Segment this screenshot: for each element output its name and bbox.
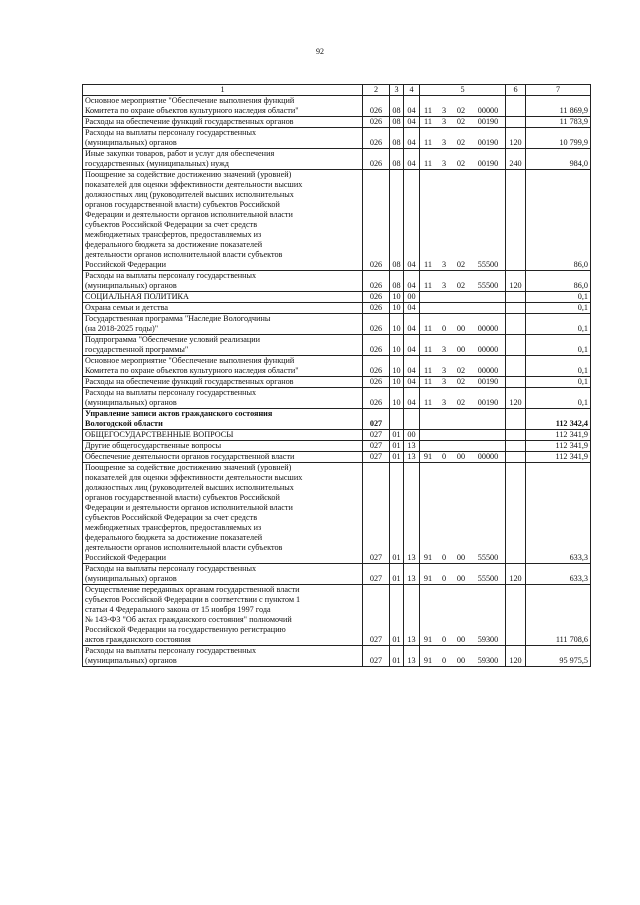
code-target-part: 11 xyxy=(424,345,432,354)
code-target-part: 0 xyxy=(441,452,447,461)
code-section-cell: 01 xyxy=(390,463,404,564)
code-expense-type-cell xyxy=(506,356,526,377)
code-target-cell xyxy=(420,356,506,377)
amount-cell: 11 869,9 xyxy=(526,96,591,117)
code-expense-type-cell xyxy=(506,303,526,314)
table-row xyxy=(83,646,591,667)
code-expense-type-cell: 240 xyxy=(506,149,526,170)
code-target-part: 00 xyxy=(456,324,466,333)
row-name-line: (муниципальных) органов xyxy=(85,656,177,665)
code-target-part: 3 xyxy=(441,345,447,354)
row-name-line: государственной программы" xyxy=(85,345,189,354)
row-name-line: субъектов Российской Федерации в соответствии с пунктом 1 xyxy=(85,595,301,604)
row-name-line: межбюджетных трансфертов, предоставляемых из xyxy=(85,230,262,239)
row-name-line: Расходы на выплаты персоналу государственных xyxy=(85,271,257,280)
amount-cell: 984,0 xyxy=(526,149,591,170)
row-name-line: (муниципальных) органов xyxy=(85,574,177,583)
code-expense-type-cell: 120 xyxy=(506,388,526,409)
amount-cell: 0,1 xyxy=(526,314,591,335)
code-subsection-cell: 04 xyxy=(404,356,420,377)
code-subsection-cell: 13 xyxy=(404,441,420,452)
table-row xyxy=(83,96,591,117)
code-target-part: 11 xyxy=(424,377,432,386)
code-target-part: 0 xyxy=(441,635,447,644)
row-name-line: Основное мероприятие "Обеспечение выполнения функций xyxy=(85,96,295,105)
header-cell: 1 xyxy=(83,85,363,96)
table-row xyxy=(83,585,591,646)
code-target-cell xyxy=(420,292,506,303)
code-subsection-cell xyxy=(404,409,420,430)
row-name-line: ОБЩЕГОСУДАРСТВЕННЫЕ ВОПРОСЫ xyxy=(85,430,234,439)
code-target-part: 55500 xyxy=(477,260,499,269)
code-subsection-cell: 04 xyxy=(404,314,420,335)
amount-cell: 111 708,6 xyxy=(526,585,591,646)
code-expense-type-cell xyxy=(506,117,526,128)
row-name-cell xyxy=(83,463,363,564)
row-name-cell xyxy=(83,128,363,149)
row-name-line: Другие общегосударственные вопросы xyxy=(85,441,222,450)
row-name-cell xyxy=(83,271,363,292)
row-name-line: субъектов Российской Федерации за счет средств xyxy=(85,220,258,229)
code-target-cell xyxy=(420,430,506,441)
amount-cell: 633,3 xyxy=(526,564,591,585)
code-section-cell: 10 xyxy=(390,377,404,388)
code-target-part: 02 xyxy=(456,106,466,115)
amount-cell: 0,1 xyxy=(526,377,591,388)
code-target-part: 3 xyxy=(441,366,447,375)
code-target-part: 00 xyxy=(456,635,466,644)
amount-cell: 11 783,9 xyxy=(526,117,591,128)
table-row xyxy=(83,564,591,585)
code-admin-cell: 026 xyxy=(363,356,390,377)
page-number: 92 xyxy=(316,47,324,56)
table-row xyxy=(83,409,591,430)
row-name-line: государственных (муниципальных) нужд xyxy=(85,159,229,168)
table-row xyxy=(83,303,591,314)
code-target-part: 3 xyxy=(441,106,447,115)
row-name-line: показателей для оценки эффективности деятельности высших xyxy=(85,180,303,189)
row-name-line: Расходы на выплаты персоналу государственных xyxy=(85,388,257,397)
code-target-part: 00000 xyxy=(477,452,499,461)
row-name-line: органов государственной власти) субъектов Российской xyxy=(85,493,280,502)
row-name-cell xyxy=(83,388,363,409)
code-admin-cell: 026 xyxy=(363,377,390,388)
code-admin-cell: 026 xyxy=(363,314,390,335)
row-name-line: Осуществление переданных органам государственной власти xyxy=(85,585,300,594)
code-admin-cell: 026 xyxy=(363,149,390,170)
code-target-part: 3 xyxy=(441,117,447,126)
row-name-line: Обеспечение деятельности органов государственной власти xyxy=(85,452,295,461)
code-target-part: 11 xyxy=(424,117,432,126)
code-admin-cell: 027 xyxy=(363,430,390,441)
row-name-line: деятельности органов исполнительной власти субъектов xyxy=(85,543,283,552)
code-target-part: 00190 xyxy=(477,159,499,168)
row-name-line: Федерации и деятельности органов исполнительной власти xyxy=(85,210,293,219)
code-subsection-cell: 13 xyxy=(404,452,420,463)
code-expense-type-cell: 120 xyxy=(506,564,526,585)
code-expense-type-cell xyxy=(506,452,526,463)
row-name-line: Управление записи актов гражданского состояния xyxy=(85,409,273,418)
row-name-line: (на 2018-2025 годы)" xyxy=(85,324,159,333)
row-name-line: показателей для оценки эффективности деятельности высших xyxy=(85,473,303,482)
code-target-part: 11 xyxy=(424,398,432,407)
code-target-part: 91 xyxy=(423,656,433,665)
code-target-cell xyxy=(420,335,506,356)
row-name-line: статьи 4 Федерального закона от 15 ноября 1997 года xyxy=(85,605,271,614)
code-subsection-cell: 00 xyxy=(404,430,420,441)
row-name-line: (муниципальных) органов xyxy=(85,398,177,407)
header-cell: 6 xyxy=(506,85,526,96)
code-target-part: 91 xyxy=(423,635,433,644)
amount-cell: 86,0 xyxy=(526,271,591,292)
code-expense-type-cell xyxy=(506,314,526,335)
code-subsection-cell: 13 xyxy=(404,463,420,564)
code-target-part: 91 xyxy=(423,574,433,583)
code-target-part: 11 xyxy=(424,366,432,375)
code-target-cell xyxy=(420,463,506,564)
row-name-line: Основное мероприятие "Обеспечение выполнения функций xyxy=(85,356,295,365)
row-name-line: актов гражданского состояния xyxy=(85,635,191,644)
code-target-part: 00190 xyxy=(477,377,499,386)
code-target-cell xyxy=(420,149,506,170)
amount-cell: 86,0 xyxy=(526,170,591,271)
code-target-cell xyxy=(420,271,506,292)
code-target-part: 02 xyxy=(456,138,466,147)
row-name-line: Комитета по охране объектов культурного наследия области" xyxy=(85,106,299,115)
code-section-cell: 08 xyxy=(390,117,404,128)
code-target-part: 00000 xyxy=(477,324,499,333)
code-subsection-cell: 04 xyxy=(404,117,420,128)
code-expense-type-cell xyxy=(506,441,526,452)
code-section-cell: 01 xyxy=(390,441,404,452)
code-subsection-cell: 13 xyxy=(404,564,420,585)
code-target-cell xyxy=(420,377,506,388)
code-admin-cell: 026 xyxy=(363,96,390,117)
code-subsection-cell: 13 xyxy=(404,585,420,646)
code-expense-type-cell xyxy=(506,409,526,430)
table-row xyxy=(83,388,591,409)
code-target-part: 00 xyxy=(456,345,466,354)
code-target-part: 02 xyxy=(456,377,466,386)
code-target-part: 0 xyxy=(441,574,447,583)
row-name-cell xyxy=(83,292,363,303)
code-section-cell: 08 xyxy=(390,149,404,170)
code-target-part: 00190 xyxy=(477,138,499,147)
row-name-line: субъектов Российской Федерации за счет средств xyxy=(85,513,258,522)
table-row xyxy=(83,149,591,170)
amount-cell: 112 342,4 xyxy=(526,409,591,430)
row-name-cell xyxy=(83,170,363,271)
amount-cell: 112 341,9 xyxy=(526,441,591,452)
code-target-cell xyxy=(420,441,506,452)
amount-cell: 112 341,9 xyxy=(526,430,591,441)
code-subsection-cell: 04 xyxy=(404,149,420,170)
code-target-part: 91 xyxy=(423,553,433,562)
code-target-cell xyxy=(420,314,506,335)
amount-cell: 0,1 xyxy=(526,292,591,303)
header-cell: 3 xyxy=(390,85,404,96)
code-section-cell: 08 xyxy=(390,128,404,149)
code-admin-cell: 027 xyxy=(363,463,390,564)
code-target-part: 11 xyxy=(424,106,432,115)
header-cell: 5 xyxy=(420,85,506,96)
code-target-part: 0 xyxy=(441,553,447,562)
code-target-cell xyxy=(420,388,506,409)
row-name-line: Федерации и деятельности органов исполнительной власти xyxy=(85,503,293,512)
code-section-cell: 08 xyxy=(390,170,404,271)
code-target-cell xyxy=(420,96,506,117)
code-subsection-cell: 04 xyxy=(404,170,420,271)
code-target-part: 55500 xyxy=(477,553,499,562)
code-target-part: 02 xyxy=(456,398,466,407)
row-name-cell xyxy=(83,441,363,452)
row-name-cell xyxy=(83,452,363,463)
code-section-cell xyxy=(390,409,404,430)
code-section-cell: 01 xyxy=(390,452,404,463)
code-section-cell: 10 xyxy=(390,335,404,356)
code-admin-cell: 027 xyxy=(363,585,390,646)
code-target-cell xyxy=(420,409,506,430)
table-row xyxy=(83,335,591,356)
row-name-cell xyxy=(83,335,363,356)
code-subsection-cell: 04 xyxy=(404,96,420,117)
code-subsection-cell: 00 xyxy=(404,292,420,303)
row-name-line: должностных лиц (руководителей высших исполнительных xyxy=(85,483,294,492)
row-name-line: Расходы на выплаты персоналу государственных xyxy=(85,128,257,137)
code-admin-cell: 026 xyxy=(363,303,390,314)
code-target-part: 02 xyxy=(456,366,466,375)
code-target-part: 11 xyxy=(424,159,432,168)
row-name-line: Расходы на выплаты персоналу государственных xyxy=(85,564,257,573)
code-subsection-cell: 04 xyxy=(404,303,420,314)
table-row xyxy=(83,271,591,292)
code-target-cell xyxy=(420,646,506,667)
table-row xyxy=(83,292,591,303)
row-name-line: Российской Федерации на государственную регистрацию xyxy=(85,625,286,634)
table-header-row xyxy=(83,85,591,96)
row-name-line: должностных лиц (руководителей высших исполнительных xyxy=(85,190,294,199)
code-admin-cell: 027 xyxy=(363,452,390,463)
header-cell: 4 xyxy=(404,85,420,96)
code-target-part: 00 xyxy=(456,553,466,562)
code-target-part: 3 xyxy=(441,159,447,168)
code-admin-cell: 027 xyxy=(363,441,390,452)
code-target-part: 00000 xyxy=(477,345,499,354)
code-target-part: 02 xyxy=(456,260,466,269)
code-target-cell xyxy=(420,117,506,128)
row-name-cell xyxy=(83,149,363,170)
row-name-cell xyxy=(83,117,363,128)
table-row xyxy=(83,377,591,388)
code-target-cell xyxy=(420,303,506,314)
code-target-part: 11 xyxy=(424,324,432,333)
code-target-cell xyxy=(420,452,506,463)
row-name-cell xyxy=(83,356,363,377)
code-target-cell xyxy=(420,128,506,149)
code-target-cell xyxy=(420,564,506,585)
code-admin-cell: 026 xyxy=(363,271,390,292)
row-name-line: (муниципальных) органов xyxy=(85,281,177,290)
row-name-line: СОЦИАЛЬНАЯ ПОЛИТИКА xyxy=(85,292,189,301)
row-name-line: Российской Федерации xyxy=(85,260,167,269)
code-admin-cell: 027 xyxy=(363,646,390,667)
row-name-cell xyxy=(83,430,363,441)
code-target-part: 3 xyxy=(441,377,447,386)
code-expense-type-cell xyxy=(506,377,526,388)
code-admin-cell: 026 xyxy=(363,292,390,303)
row-name-line: Государственная программа "Наследие Вологодчины xyxy=(85,314,271,323)
code-expense-type-cell xyxy=(506,170,526,271)
header-cell: 7 xyxy=(526,85,591,96)
row-name-line: Охрана семьи и детства xyxy=(85,303,169,312)
code-target-cell xyxy=(420,170,506,271)
code-section-cell: 01 xyxy=(390,646,404,667)
code-target-part: 59300 xyxy=(477,656,499,665)
table-row xyxy=(83,128,591,149)
row-name-cell xyxy=(83,314,363,335)
code-admin-cell: 026 xyxy=(363,128,390,149)
code-target-cell xyxy=(420,585,506,646)
code-section-cell: 01 xyxy=(390,430,404,441)
code-target-part: 55500 xyxy=(477,574,499,583)
code-target-part: 3 xyxy=(441,138,447,147)
row-name-line: Поощрение за содействие достижению значений (уровней) xyxy=(85,463,292,472)
row-name-line: Расходы на обеспечение функций государственных органов xyxy=(85,117,294,126)
code-subsection-cell: 04 xyxy=(404,128,420,149)
code-target-part: 00 xyxy=(456,574,466,583)
row-name-cell xyxy=(83,303,363,314)
table-row xyxy=(83,463,591,564)
row-name-line: (муниципальных) органов xyxy=(85,138,177,147)
code-target-part: 02 xyxy=(456,281,466,290)
budget-table xyxy=(82,84,591,667)
row-name-line: органов государственной власти) субъектов Российской xyxy=(85,200,280,209)
code-section-cell: 01 xyxy=(390,564,404,585)
code-target-part: 11 xyxy=(424,138,432,147)
code-expense-type-cell: 120 xyxy=(506,271,526,292)
amount-cell: 633,3 xyxy=(526,463,591,564)
row-name-cell xyxy=(83,646,363,667)
code-subsection-cell: 13 xyxy=(404,646,420,667)
row-name-line: Поощрение за содействие достижению значений (уровней) xyxy=(85,170,292,179)
code-section-cell: 10 xyxy=(390,303,404,314)
code-section-cell: 10 xyxy=(390,292,404,303)
code-target-part: 02 xyxy=(456,159,466,168)
code-target-part: 91 xyxy=(423,452,433,461)
code-target-part: 00190 xyxy=(477,398,499,407)
code-expense-type-cell: 120 xyxy=(506,646,526,667)
code-section-cell: 08 xyxy=(390,96,404,117)
code-target-part: 59300 xyxy=(477,635,499,644)
code-expense-type-cell xyxy=(506,585,526,646)
table-row xyxy=(83,314,591,335)
code-admin-cell: 026 xyxy=(363,117,390,128)
code-admin-cell: 026 xyxy=(363,335,390,356)
row-name-cell xyxy=(83,377,363,388)
header-cell: 2 xyxy=(363,85,390,96)
code-expense-type-cell xyxy=(506,96,526,117)
code-target-part: 0 xyxy=(441,324,447,333)
row-name-line: № 143-ФЗ "Об актах гражданского состояния" полномочий xyxy=(85,615,292,624)
code-target-part: 00190 xyxy=(477,117,499,126)
row-name-line: федерального бюджета за достижение показателей xyxy=(85,533,263,542)
row-name-line: Иные закупки товаров, работ и услуг для обеспечения xyxy=(85,149,275,158)
row-name-cell xyxy=(83,564,363,585)
table-row xyxy=(83,170,591,271)
code-subsection-cell: 04 xyxy=(404,271,420,292)
code-admin-cell: 027 xyxy=(363,564,390,585)
code-target-part: 3 xyxy=(441,260,447,269)
code-expense-type-cell xyxy=(506,292,526,303)
amount-cell: 0,1 xyxy=(526,335,591,356)
code-section-cell: 10 xyxy=(390,388,404,409)
code-target-part: 00 xyxy=(456,452,466,461)
amount-cell: 0,1 xyxy=(526,356,591,377)
code-expense-type-cell xyxy=(506,463,526,564)
code-expense-type-cell xyxy=(506,335,526,356)
amount-cell: 0,1 xyxy=(526,303,591,314)
code-subsection-cell: 04 xyxy=(404,388,420,409)
row-name-cell xyxy=(83,409,363,430)
row-name-line: Подпрограмма "Обеспечение условий реализации xyxy=(85,335,260,344)
code-expense-type-cell xyxy=(506,430,526,441)
code-target-part: 00 xyxy=(456,656,466,665)
code-target-part: 3 xyxy=(441,398,447,407)
row-name-line: Расходы на выплаты персоналу государственных xyxy=(85,646,257,655)
code-section-cell: 10 xyxy=(390,356,404,377)
row-name-cell xyxy=(83,96,363,117)
row-name-line: межбюджетных трансфертов, предоставляемых из xyxy=(85,523,262,532)
row-name-line: федерального бюджета за достижение показателей xyxy=(85,240,263,249)
amount-cell: 95 975,5 xyxy=(526,646,591,667)
code-target-part: 02 xyxy=(456,117,466,126)
table-row xyxy=(83,356,591,377)
row-name-line: Расходы на обеспечение функций государственных органов xyxy=(85,377,294,386)
code-subsection-cell: 04 xyxy=(404,335,420,356)
code-target-part: 11 xyxy=(424,281,432,290)
code-section-cell: 08 xyxy=(390,271,404,292)
code-target-part: 0 xyxy=(441,656,447,665)
code-target-part: 55500 xyxy=(477,281,499,290)
code-admin-cell: 027 xyxy=(363,409,390,430)
amount-cell: 0,1 xyxy=(526,388,591,409)
code-admin-cell: 026 xyxy=(363,170,390,271)
row-name-line: Вологодской области xyxy=(85,419,163,428)
amount-cell: 10 799,9 xyxy=(526,128,591,149)
code-target-part: 00000 xyxy=(477,106,499,115)
table-row xyxy=(83,117,591,128)
row-name-cell xyxy=(83,585,363,646)
table-row xyxy=(83,441,591,452)
table-row xyxy=(83,452,591,463)
code-section-cell: 10 xyxy=(390,314,404,335)
amount-cell: 112 341,9 xyxy=(526,452,591,463)
code-expense-type-cell: 120 xyxy=(506,128,526,149)
table-row xyxy=(83,430,591,441)
code-target-part: 11 xyxy=(424,260,432,269)
code-target-part: 00000 xyxy=(477,366,499,375)
row-name-line: Комитета по охране объектов культурного наследия области" xyxy=(85,366,299,375)
row-name-line: деятельности органов исполнительной власти субъектов xyxy=(85,250,283,259)
row-name-line: Российской Федерации xyxy=(85,553,167,562)
code-admin-cell: 026 xyxy=(363,388,390,409)
code-subsection-cell: 04 xyxy=(404,377,420,388)
code-target-part: 3 xyxy=(441,281,447,290)
code-section-cell: 01 xyxy=(390,585,404,646)
